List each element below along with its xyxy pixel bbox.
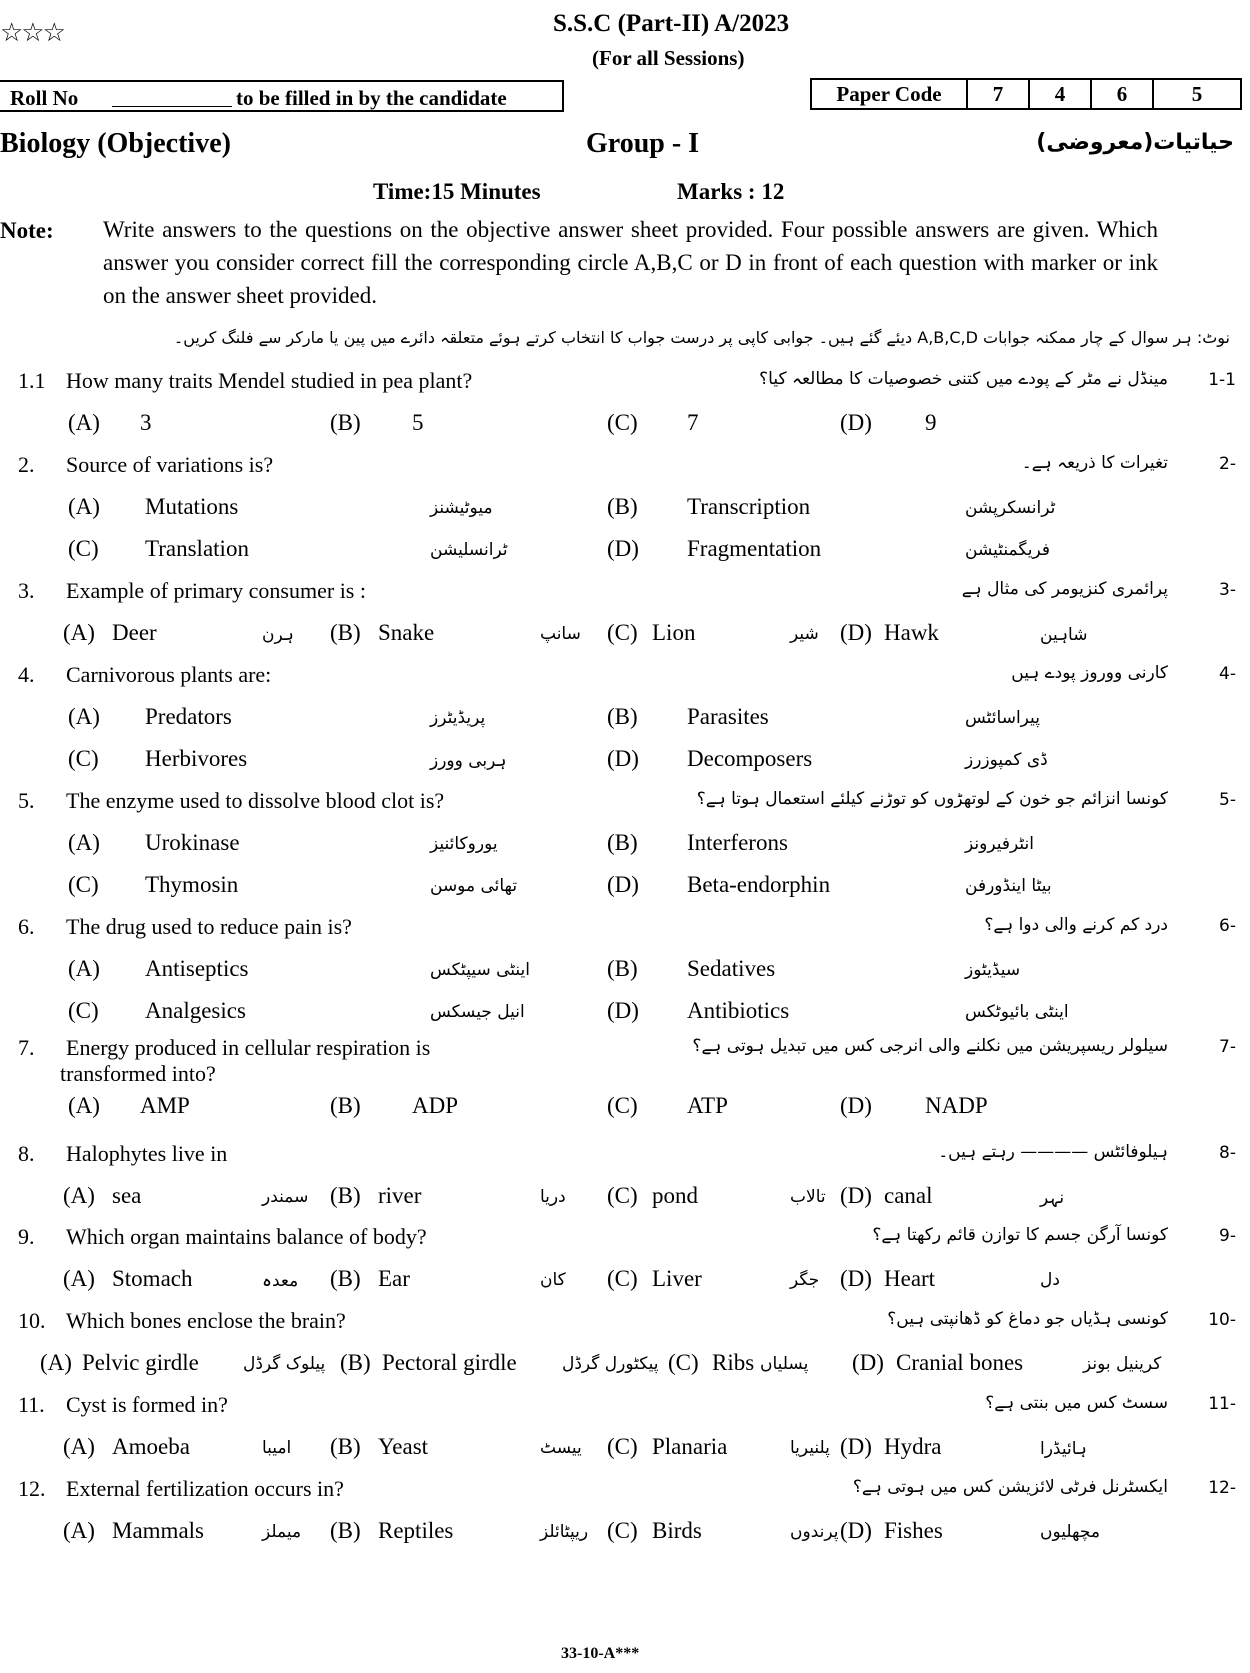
option-letter: (C) <box>607 1266 638 1291</box>
option-value-urdu: یوروکائنیز <box>430 834 498 854</box>
option-value-urdu: ریپٹائلز <box>540 1522 589 1542</box>
option-letter: (D) <box>840 410 872 435</box>
option-letter: (D) <box>840 1093 872 1118</box>
option-letter: (C) <box>607 620 638 645</box>
exam-title: S.S.C (Part-II) A/2023 <box>553 10 790 37</box>
question-number-urdu: -10 <box>1208 1310 1236 1330</box>
question-text: Which bones enclose the brain? <box>66 1308 346 1333</box>
option-value: Yeast <box>378 1434 429 1459</box>
option-value-urdu: انیل جیسکس <box>430 1002 525 1022</box>
option-letter: (A) <box>68 1093 100 1118</box>
option-letter: (A) <box>68 704 100 729</box>
option-letter: (C) <box>607 1434 638 1459</box>
question-number: 5. <box>18 788 35 813</box>
option-value-urdu: شیر <box>790 624 819 644</box>
option-value: Reptiles <box>378 1518 454 1543</box>
option-value-urdu: پسلیاں <box>760 1354 809 1374</box>
question-text-urdu: کارنی ووروز پودے ہیں <box>1011 663 1168 683</box>
option-letter: (B) <box>330 1266 361 1291</box>
paper-code-digit: 5 <box>1191 81 1203 106</box>
option-value: Thymosin <box>145 872 239 897</box>
question-text-urdu: تغیرات کا ذریعہ ہے۔ <box>1021 453 1168 473</box>
option-value: Decomposers <box>687 746 813 771</box>
option-value: Translation <box>145 536 249 561</box>
option-letter: (B) <box>330 1183 361 1208</box>
option-value-urdu: ٹرانسکرپشن <box>965 498 1056 518</box>
question-number-urdu: 1-1 <box>1208 370 1236 390</box>
option-value-urdu: تالاب <box>790 1187 826 1207</box>
question-number: 12. <box>18 1476 46 1501</box>
option-value-urdu: شاہین <box>1040 625 1088 645</box>
option-value: Sedatives <box>687 956 776 981</box>
option-value: river <box>378 1183 422 1208</box>
option-letter: (C) <box>68 746 99 771</box>
option-value-urdu: کان <box>540 1270 566 1290</box>
option-value: ADP <box>412 1093 459 1118</box>
option-letter: (B) <box>340 1350 371 1375</box>
option-letter: (C) <box>607 410 638 435</box>
option-value: 7 <box>687 410 699 435</box>
roll-number-label: Roll No <box>10 86 79 110</box>
option-letter: (B) <box>330 1093 361 1118</box>
question-text: Cyst is formed in? <box>66 1392 228 1417</box>
option-value-urdu: دل <box>1040 1270 1060 1290</box>
option-letter: (D) <box>607 536 639 561</box>
option-value-urdu: امیبا <box>262 1438 292 1458</box>
option-letter: (B) <box>330 1434 361 1459</box>
option-value: Liver <box>652 1266 702 1291</box>
option-value-urdu: کرینیل بونز <box>1083 1354 1162 1374</box>
question-text: Halophytes live in <box>66 1141 228 1166</box>
option-value-urdu: اینٹی بائیوٹکس <box>965 1002 1069 1022</box>
question-text-urdu: ایکسٹرنل فرٹی لائزیشن کس میں ہوتی ہے؟ <box>852 1477 1168 1497</box>
question-text: Example of primary consumer is : <box>66 578 366 603</box>
question-number: 7. <box>18 1035 35 1060</box>
question-number-urdu: -4 <box>1219 664 1236 684</box>
option-letter: (C) <box>68 998 99 1023</box>
option-value: Ear <box>378 1266 410 1291</box>
option-letter: (D) <box>840 1266 872 1291</box>
option-letter: (A) <box>63 620 95 645</box>
question-number: 8. <box>18 1141 35 1166</box>
paper-code-digit: 6 <box>1092 80 1154 108</box>
option-value-urdu: اینٹی سیپٹکس <box>430 960 530 980</box>
option-value-urdu: نہر <box>1040 1188 1065 1208</box>
total-marks: Marks : 12 <box>677 179 785 204</box>
question-number-urdu: -2 <box>1219 454 1236 474</box>
option-letter: (A) <box>68 410 100 435</box>
option-value-urdu: مچھلیوں <box>1040 1522 1100 1542</box>
option-value: ATP <box>687 1093 728 1118</box>
option-value-urdu: میوٹیشنز <box>430 498 493 518</box>
option-value: Cranial bones <box>896 1350 1024 1375</box>
option-value: Hawk <box>884 620 939 645</box>
question-text: External fertilization occurs in? <box>66 1476 344 1501</box>
time-allowed: Time:15 Minutes <box>373 179 541 204</box>
question-number-urdu: -11 <box>1208 1394 1236 1414</box>
option-value: Parasites <box>687 704 769 729</box>
option-letter: (B) <box>330 1518 361 1543</box>
exam-sessions: (For all Sessions) <box>592 46 745 70</box>
group-label: Group - I <box>586 128 700 159</box>
option-value-urdu: ڈی کمپوزرز <box>965 750 1048 770</box>
option-value: Transcription <box>687 494 811 519</box>
option-value-urdu: ہرن <box>262 625 294 645</box>
option-letter: (A) <box>63 1518 95 1543</box>
option-letter: (D) <box>840 1183 872 1208</box>
option-value-urdu: پریڈیٹرز <box>430 708 486 728</box>
question-text-urdu: سسٹ کس میں بنتی ہے؟ <box>985 1393 1168 1413</box>
option-value: Birds <box>652 1518 702 1543</box>
option-letter: (B) <box>607 704 638 729</box>
option-value-urdu: پرندوں <box>790 1522 839 1542</box>
option-value-urdu: ہربی وورز <box>430 751 507 771</box>
option-value: Interferons <box>687 830 788 855</box>
option-letter: (C) <box>607 1183 638 1208</box>
option-value-urdu: دریا <box>540 1187 566 1207</box>
option-value: 5 <box>412 410 424 435</box>
option-value: NADP <box>925 1093 988 1118</box>
option-letter: (D) <box>607 872 639 897</box>
option-value: Predators <box>145 704 232 729</box>
option-letter: (C) <box>68 872 99 897</box>
option-value: pond <box>652 1183 698 1208</box>
question-number-urdu: -3 <box>1219 580 1236 600</box>
option-value: canal <box>884 1183 933 1208</box>
question-number-urdu: -5 <box>1219 790 1236 810</box>
option-value-urdu: پیکٹورل گرڈل <box>562 1354 659 1374</box>
option-value-urdu: سیڈیٹوز <box>965 960 1021 980</box>
option-value: Antiseptics <box>145 956 249 981</box>
option-value-urdu: ٹرانسلیشن <box>430 540 508 560</box>
question-text-urdu: پرائمری کنزیومر کی مثال ہے <box>961 579 1168 599</box>
option-letter: (D) <box>607 746 639 771</box>
question-number-urdu: -12 <box>1208 1478 1236 1498</box>
option-value: Ribs <box>712 1350 755 1375</box>
option-value-urdu: جگر <box>790 1270 820 1290</box>
option-value-urdu: معدہ <box>262 1271 299 1291</box>
question-text: The drug used to reduce pain is? <box>66 914 352 939</box>
option-value-urdu: پیلوک گرڈل <box>243 1354 326 1374</box>
option-value-urdu: پلنیریا <box>790 1438 830 1458</box>
paper-code-digit: 7 <box>968 80 1030 108</box>
option-value: Fragmentation <box>687 536 822 561</box>
option-value: Fishes <box>884 1518 943 1543</box>
paper-code-box <box>810 78 1242 110</box>
option-letter: (D) <box>840 620 872 645</box>
paper-serial: 33-10-A*** <box>561 1645 640 1662</box>
rating-stars: ☆☆☆ <box>0 18 64 47</box>
question-number: 10. <box>18 1308 46 1333</box>
option-value: Lion <box>652 620 696 645</box>
option-value-urdu: ہائیڈرا <box>1040 1439 1087 1459</box>
option-letter: (D) <box>852 1350 884 1375</box>
option-letter: (B) <box>607 830 638 855</box>
question-text-urdu: درد کم کرنے والی دوا ہے؟ <box>984 915 1168 935</box>
note-label: Note: <box>0 218 54 243</box>
option-value-urdu: بیٹا اینڈورفن <box>965 876 1052 896</box>
option-letter: (A) <box>68 830 100 855</box>
option-letter: (C) <box>607 1518 638 1543</box>
option-value: Analgesics <box>145 998 246 1023</box>
option-value: Herbivores <box>145 746 248 771</box>
roll-number-field[interactable] <box>112 106 232 107</box>
option-value-urdu: انٹرفیرونز <box>965 834 1034 854</box>
option-letter: (B) <box>607 956 638 981</box>
option-letter: (C) <box>668 1350 699 1375</box>
question-text: Energy produced in cellular respiration is <box>66 1035 431 1060</box>
option-value: Urokinase <box>145 830 240 855</box>
option-value-urdu: ییسٹ <box>540 1438 582 1458</box>
question-number: 11. <box>18 1392 45 1417</box>
option-value: 3 <box>140 410 152 435</box>
option-letter: (C) <box>607 1093 638 1118</box>
question-number: 9. <box>18 1224 35 1249</box>
option-value-urdu: سانپ <box>540 624 581 644</box>
option-value-urdu: تھائی موسن <box>430 876 518 896</box>
option-value-urdu: سمندر <box>262 1187 309 1207</box>
question-number-urdu: -6 <box>1219 916 1236 936</box>
option-value: 9 <box>925 410 937 435</box>
option-letter: (A) <box>63 1434 95 1459</box>
question-text-urdu: کونسا آرگن جسم کا توازن قائم رکھتا ہے؟ <box>872 1225 1168 1245</box>
option-value: Heart <box>884 1266 936 1291</box>
option-value: Mutations <box>145 494 239 519</box>
question-text: Which organ maintains balance of body? <box>66 1224 427 1249</box>
question-number-urdu: -8 <box>1219 1143 1236 1163</box>
option-letter: (D) <box>840 1518 872 1543</box>
option-value: Amoeba <box>112 1434 190 1459</box>
option-value: AMP <box>140 1093 190 1118</box>
option-letter: (A) <box>63 1266 95 1291</box>
option-letter: (B) <box>330 620 361 645</box>
paper-code-digit: 4 <box>1030 80 1092 108</box>
option-letter: (B) <box>330 410 361 435</box>
note-urdu: نوٹ: ہر سوال کے چار ممکنہ جوابات A,B,C,D دیئے گئے ہیں۔ جوابی کاپی پر درست جواب کا انتخاب کرتے ہوئے متعلقہ دائرے میں پین یا مارکر سے فلنگ کریں۔ <box>173 328 1230 347</box>
question-text-urdu: مینڈل نے مٹر کے پودے میں کتنی خصوصیات کا مطالعہ کیا؟ <box>759 369 1168 389</box>
option-value-urdu: میملز <box>262 1522 302 1542</box>
option-value: Pectoral girdle <box>382 1350 517 1375</box>
option-letter: (A) <box>68 956 100 981</box>
question-text: Source of variations is? <box>66 452 274 477</box>
option-value: Snake <box>378 620 435 645</box>
option-value-urdu: پیراسائٹس <box>965 708 1040 728</box>
option-letter: (A) <box>40 1350 72 1375</box>
question-number: 4. <box>18 662 35 687</box>
option-value: Mammals <box>112 1518 204 1543</box>
question-number: 6. <box>18 914 35 939</box>
option-value: Hydra <box>884 1434 942 1459</box>
subject-title: Biology (Objective) <box>0 128 231 159</box>
question-number: 1.1 <box>18 368 46 393</box>
option-value: Pelvic girdle <box>82 1350 199 1375</box>
paper-code-label: Paper Code <box>812 80 968 108</box>
option-value: Planaria <box>652 1434 728 1459</box>
option-value: Beta-endorphin <box>687 872 831 897</box>
question-text: The enzyme used to dissolve blood clot is? <box>66 788 445 813</box>
option-value-urdu: فریگمنٹیشن <box>965 540 1050 560</box>
option-value: Deer <box>112 620 157 645</box>
option-letter: (A) <box>63 1183 95 1208</box>
roll-number-hint: to be filled in by the candidate <box>236 86 507 110</box>
question-text-urdu: سیلولر ریسپریشن میں نکلنے والی انرجی کس میں تبدیل ہوتی ہے؟ <box>692 1036 1168 1056</box>
option-value: sea <box>112 1183 142 1208</box>
option-letter: (D) <box>840 1434 872 1459</box>
question-text-line2: transformed into? <box>60 1061 216 1086</box>
option-letter: (D) <box>607 998 639 1023</box>
question-number-urdu: -7 <box>1219 1037 1236 1057</box>
option-letter: (B) <box>607 494 638 519</box>
question-number: 2. <box>18 452 35 477</box>
question-text: How many traits Mendel studied in pea plant? <box>66 368 473 393</box>
question-number-urdu: -9 <box>1219 1226 1236 1246</box>
option-letter: (A) <box>68 494 100 519</box>
question-text: Carnivorous plants are: <box>66 662 272 687</box>
subject-title-urdu: حیاتیات(معروضی) <box>1036 130 1234 155</box>
question-number: 3. <box>18 578 35 603</box>
note-text: Write answers to the questions on the objective answer sheet provided. Four possible answers are given. Which answer you consider correct fill the corresponding circle A,B,C or D in front of each question with marker or ink on the answer sheet provided. <box>103 217 1158 308</box>
question-text-urdu: ہیلوفائٹس ———— رہتے ہیں۔ <box>938 1142 1168 1162</box>
question-text-urdu: کونسی ہڈیاں جو دماغ کو ڈھانپتی ہیں؟ <box>887 1309 1168 1329</box>
option-value: Antibiotics <box>687 998 790 1023</box>
option-value: Stomach <box>112 1266 193 1291</box>
question-text-urdu: کونسا انزائم جو خون کے لوتھڑوں کو توڑنے کیلئے استعمال ہوتا ہے؟ <box>696 789 1168 809</box>
option-letter: (C) <box>68 536 99 561</box>
